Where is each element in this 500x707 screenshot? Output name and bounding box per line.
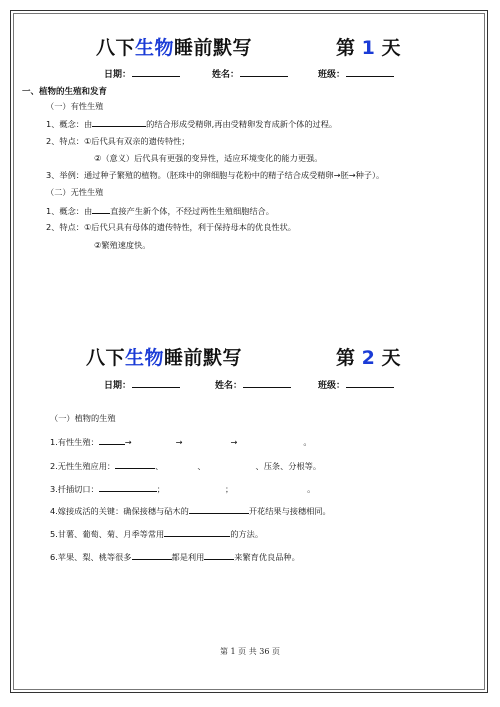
day2-q1-arrow-3: → <box>230 437 238 447</box>
day2-q4 <box>50 505 331 517</box>
day2-q1-blank-1[interactable] <box>99 436 125 445</box>
day2-name-label: 姓名： <box>215 381 243 391</box>
day2-day-prefix: 第 <box>336 347 356 369</box>
day2-q6 <box>50 551 300 563</box>
day2-q2 <box>50 460 321 472</box>
day2-title-suffix: 睡前默写 <box>164 347 243 369</box>
day1-line-2 <box>46 118 337 130</box>
day2-class-field <box>318 378 394 391</box>
day2-date-field <box>104 378 180 391</box>
day2-class-label: 班级： <box>318 381 346 391</box>
day2-q1 <box>50 436 312 448</box>
day2-q3-sep-1: ； <box>156 484 165 494</box>
day1-section-heading: 一、植物的生殖和发育 <box>22 87 108 97</box>
day2-q6-mid: 都是利用 <box>171 552 205 562</box>
day2-q5-tail: 的方法。 <box>230 529 264 539</box>
day2-day-label <box>336 343 401 370</box>
day2-title <box>86 343 242 370</box>
day2-q6-blank-1[interactable] <box>132 551 172 560</box>
day2-q3 <box>50 483 315 495</box>
day1-line-7-b: 直接产生新个体，不经过两性生殖细胞结合。 <box>110 206 274 216</box>
day2-q3-end: 。 <box>307 484 316 494</box>
day2-q6-blank-2[interactable] <box>204 551 234 560</box>
day2-title-prefix: 八下 <box>86 347 126 369</box>
day1-title-suffix: 睡前默写 <box>174 37 253 59</box>
day2-q3-blank-1[interactable] <box>99 483 157 492</box>
day1-date-blank[interactable] <box>132 67 180 77</box>
day2-q4-tail: 开花结果与接穗相同。 <box>248 506 331 516</box>
day2-q3-sep-2: ； <box>224 484 234 494</box>
day1-name-blank[interactable] <box>240 67 288 77</box>
day1-line-2-a: 1、概念：由 <box>46 119 93 129</box>
day1-line-7 <box>46 205 274 217</box>
day1-blank-1[interactable] <box>92 118 146 127</box>
day1-line-7-a: 1、概念：由 <box>46 206 93 216</box>
day1-line-6: （二）无性生殖 <box>46 187 104 197</box>
day2-q2-sep-1: 、 <box>155 461 164 471</box>
day2-q5 <box>50 528 263 540</box>
day2-q2-label: 2.无性生殖应用： <box>50 461 116 471</box>
day1-line-9: ②繁殖速度快。 <box>94 240 151 250</box>
day2-q6-tail: 来繁育优良品种。 <box>234 552 300 562</box>
day2-name-field <box>215 378 291 391</box>
day2-q2-sep-2: 、 <box>197 461 206 471</box>
day2-q5-label: 5.甘薯、葡萄、菊、月季等常用 <box>50 529 165 539</box>
page-border-inner <box>13 13 485 690</box>
day1-title-prefix: 八下 <box>96 37 136 59</box>
day1-title-highlight: 生物 <box>135 37 175 59</box>
day1-name-field <box>212 67 288 80</box>
day1-line-1: （一）有性生殖 <box>46 101 104 111</box>
day1-class-field <box>318 67 394 80</box>
day1-class-label: 班级： <box>318 70 346 80</box>
day1-line-4: ②（意义）后代具有更强的变异性，适应环境变化的能力更强。 <box>94 153 323 163</box>
day2-class-blank[interactable] <box>346 378 394 388</box>
day1-class-blank[interactable] <box>346 67 394 77</box>
page-footer: 第 1 页 共 36 页 <box>220 647 280 656</box>
day2-name-blank[interactable] <box>243 378 291 388</box>
day1-day-number: 1 <box>361 37 375 59</box>
day2-date-blank[interactable] <box>132 378 180 388</box>
day2-title-highlight: 生物 <box>125 347 165 369</box>
day1-date-label: 日期： <box>104 70 132 80</box>
day2-q3-label: 3.扦插切口： <box>50 484 99 494</box>
day2-q2-tail: 、压条、分根等。 <box>255 461 322 471</box>
day1-day-prefix: 第 <box>336 37 356 59</box>
day1-date-field <box>104 67 180 80</box>
day2-date-label: 日期： <box>104 381 132 391</box>
day2-q5-blank-1[interactable] <box>164 528 230 537</box>
day2-day-suffix: 天 <box>381 347 401 369</box>
day2-q1-arrow-1: → <box>124 437 132 447</box>
day1-title <box>96 33 252 60</box>
day1-line-3: 2、特点：①后代具有双亲的遗传特性； <box>46 136 190 146</box>
day1-line-2-b: 的结合形成受精卵,再由受精卵发育成新个体的过程。 <box>146 119 338 129</box>
day2-section-heading: （一）植物的生殖 <box>50 413 116 423</box>
day2-q2-blank-1[interactable] <box>115 460 155 469</box>
day2-q6-label: 6.苹果、梨、桃等很多 <box>50 552 132 562</box>
day1-name-label: 姓名： <box>212 70 240 80</box>
day2-q1-end: 。 <box>303 437 312 447</box>
day1-blank-2[interactable] <box>92 205 110 214</box>
day2-q1-label: 1.有性生殖： <box>50 437 99 447</box>
day2-q1-arrow-2: → <box>175 437 183 447</box>
day1-day-suffix: 天 <box>381 37 401 59</box>
day1-line-5: 3、举例：通过种子繁殖的植物。（胚珠中的卵细胞与花粉中的精子结合成受精卵→胚→种子）。 <box>46 170 385 180</box>
day2-q4-label: 4.嫁接成活的关键：确保接穗与砧木的 <box>50 506 189 516</box>
day2-day-number: 2 <box>361 347 375 369</box>
day1-line-8: 2、特点：①后代只具有母体的遗传特性，利于保持母本的优良性状。 <box>46 222 296 232</box>
day2-q4-blank-1[interactable] <box>189 505 249 514</box>
day1-day-label <box>336 33 401 60</box>
